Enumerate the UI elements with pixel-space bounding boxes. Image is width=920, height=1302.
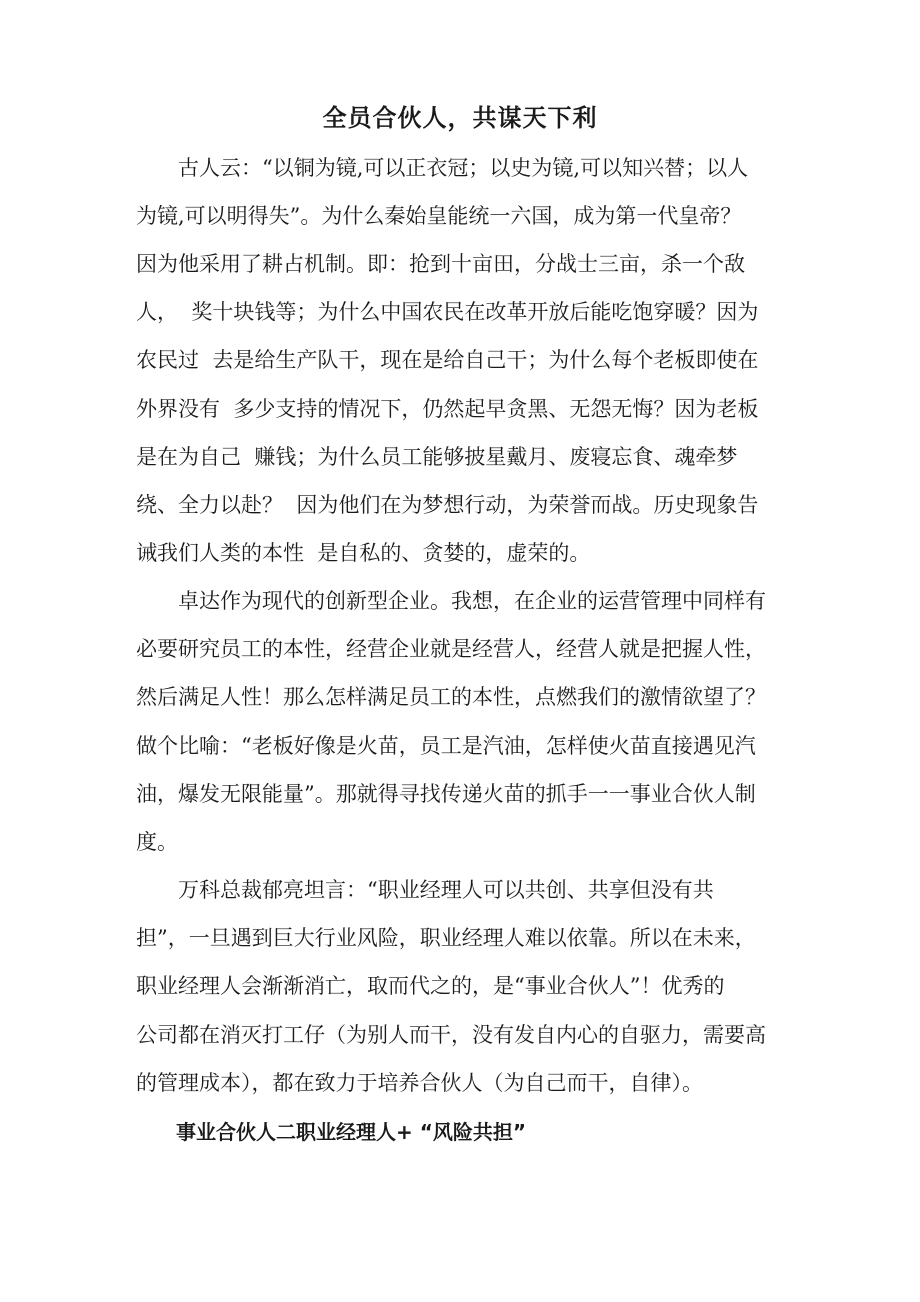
text-line-20: 的管理成本），都在致力于培养合伙人（为自己而干，自律）。: [136, 1071, 703, 1095]
text-line-9: 诫我们人类的本性 是自私的、贪婪的，虚荣的。: [136, 541, 591, 565]
text-line-1: 古人云：“以铜为镜,可以正衣冠；以史为镜,可以知兴替；以人: [136, 156, 749, 180]
text-line-18: 职业经理人会渐渐消亡，取而代之的，是“事业合伙人”！优秀的: [136, 974, 725, 998]
text-line-4: 人， 奖十块钱等；为什么中国农民在改革开放后能吃饱穿暖？因为: [136, 300, 759, 324]
text-line-19: 公司都在消灭打工仔（为别人而干，没有发自内心的自驱力，需要高: [136, 1023, 766, 1047]
text-line-10: 卓达作为现代的创新型企业。我想，在企业的运营管理中同样有: [136, 589, 766, 613]
text-line-3: 因为他采用了耕占机制。即：抢到十亩田，分战士三亩，杀一个敌: [136, 252, 745, 276]
text-line-8: 绕、全力以赴？ 因为他们在为梦想行动，为荣誉而战。历史现象告: [136, 493, 759, 517]
text-line-5: 农民过 去是给生产队干，现在是给自己干；为什么每个老板即使在: [136, 348, 759, 372]
text-line-14: 油，爆发无限能量”。那就得寻找传递火苗的抓手一一事业合伙人制: [136, 782, 756, 806]
text-line-6: 外界没有 多少支持的情况下，仍然起早贪黑、无怨无悔？因为老板: [136, 397, 759, 421]
page-title: 全员合伙人，共谋天下利: [322, 104, 598, 132]
text-line-2: 为镜,可以明得失”。为什么秦始皇能统一六国，成为第一代皇帝？: [136, 204, 742, 228]
text-line-15: 度。: [136, 830, 178, 854]
text-line-11: 必要研究员工的本性，经营企业就是经营人，经营人就是把握人性，: [136, 637, 766, 661]
text-line-17: 担”，一旦遇到巨大行业风险，职业经理人难以依靠。所以在未来，: [136, 926, 756, 950]
section-heading: 事业合伙人二职业经理人+ “风险共担”: [136, 1120, 527, 1144]
text-line-16: 万科总裁郁亮坦言：“职业经理人可以共创、共享但没有共: [136, 878, 714, 902]
text-line-7: 是在为自己 赚钱；为什么员工能够披星戴月、废寝忘食、魂牵梦: [136, 445, 738, 469]
text-line-12: 然后满足人性！那么怎样满足员工的本性，点燃我们的激情欲望了？: [136, 685, 766, 709]
text-line-13: 做个比喻：“老板好像是火苗，员工是汽油，怎样使火苗直接遇见汽: [136, 734, 756, 758]
